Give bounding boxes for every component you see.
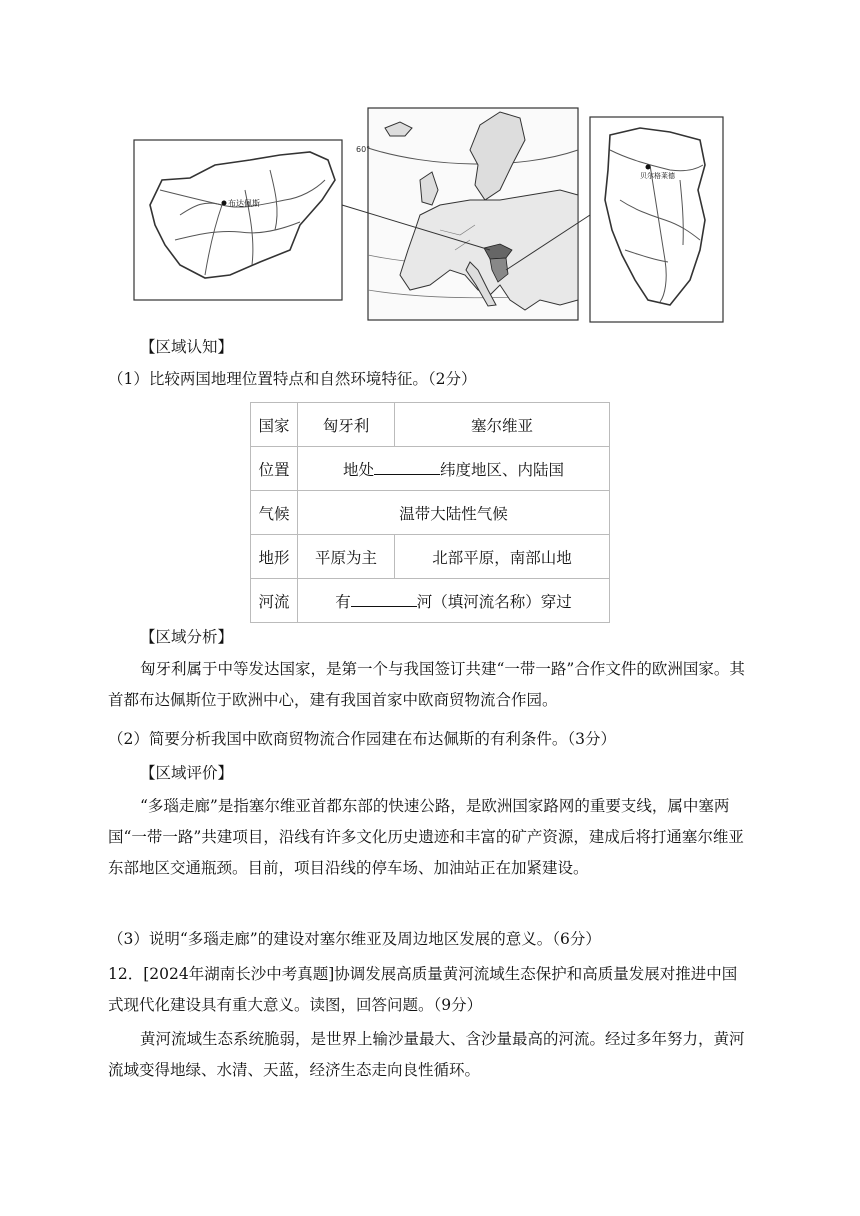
hungary-map	[134, 140, 342, 300]
map-figure	[0, 0, 860, 330]
table-cell: 塞尔维亚	[395, 403, 610, 447]
river-post: 河（填河流名称）穿过	[416, 592, 572, 611]
table-cell: 平原为主	[298, 535, 395, 579]
table-cell: 河流	[251, 579, 298, 623]
table-cell: 国家	[251, 403, 298, 447]
location-pre: 地处	[342, 460, 374, 479]
table-row	[251, 579, 610, 623]
table-row	[251, 491, 610, 535]
paragraph-yellow-river: 黄河流域生态系统脆弱，是世界上输沙量最大、含沙量最高的河流。经过多年努力，黄河流域变得地绿、水清、天蓝，经济生态走向良性循环。	[108, 1030, 745, 1079]
latitude-label: 60°	[356, 145, 371, 154]
answer-blank[interactable]	[374, 458, 440, 475]
table-cell: 温带大陆性气候	[298, 491, 610, 535]
budapest-label: 布达佩斯	[228, 199, 260, 208]
table-cell: 匈牙利	[298, 403, 395, 447]
comparison-table	[250, 402, 610, 623]
answer-blank[interactable]	[351, 590, 417, 607]
section-heading-cognition: 【区域认知】	[140, 338, 234, 356]
question-3: （3）说明“多瑙走廊”的建设对塞尔维亚及周边地区发展的意义。（6分）	[108, 930, 601, 948]
belgrade-label: 贝尔格莱德	[640, 172, 675, 180]
table-cell: 地形	[251, 535, 298, 579]
table-row	[251, 447, 610, 491]
serbia-map	[590, 117, 723, 322]
table-cell: 位置	[251, 447, 298, 491]
europe-map	[356, 108, 578, 320]
section-heading-evaluation: 【区域评价】	[140, 764, 234, 782]
table-cell	[298, 447, 610, 491]
question-2: （2）简要分析我国中欧商贸物流合作园建在布达佩斯的有利条件。（3分）	[108, 730, 616, 748]
river-pre: 有	[335, 592, 351, 611]
paragraph-hungary: 匈牙利属于中等发达国家，是第一个与我国签订共建“一带一路”合作文件的欧洲国家。其首都布达佩斯位于欧洲中心，建有我国首家中欧商贸物流合作园。	[108, 660, 745, 709]
table-cell: 北部平原，南部山地	[395, 535, 610, 579]
question-12: 12．[2024年湖南长沙中考真题]协调发展高质量黄河流域生态保护和高质量发展对推进中国式现代化建设具有重大意义。读图，回答问题。（9分）	[108, 965, 738, 1014]
table-cell: 气候	[251, 491, 298, 535]
section-heading-analysis: 【区域分析】	[140, 628, 234, 646]
table-row	[251, 535, 610, 579]
table-row	[251, 403, 610, 447]
location-post: 纬度地区、内陆国	[440, 460, 565, 479]
question-1: （1）比较两国地理位置特点和自然环境特征。（2分）	[108, 370, 477, 388]
paragraph-corridor: “多瑙走廊”是指塞尔维亚首都东部的快速公路，是欧洲国家路网的重要支线，属中塞两国“一带一路”共建项目，沿线有许多文化历史遗迹和丰富的矿产资源，建成后将打通塞尔维亚东部地区交通瓶颈。目前，项目沿线的停车场、加油站正在加紧建设。	[108, 797, 744, 877]
table-cell	[298, 579, 610, 623]
